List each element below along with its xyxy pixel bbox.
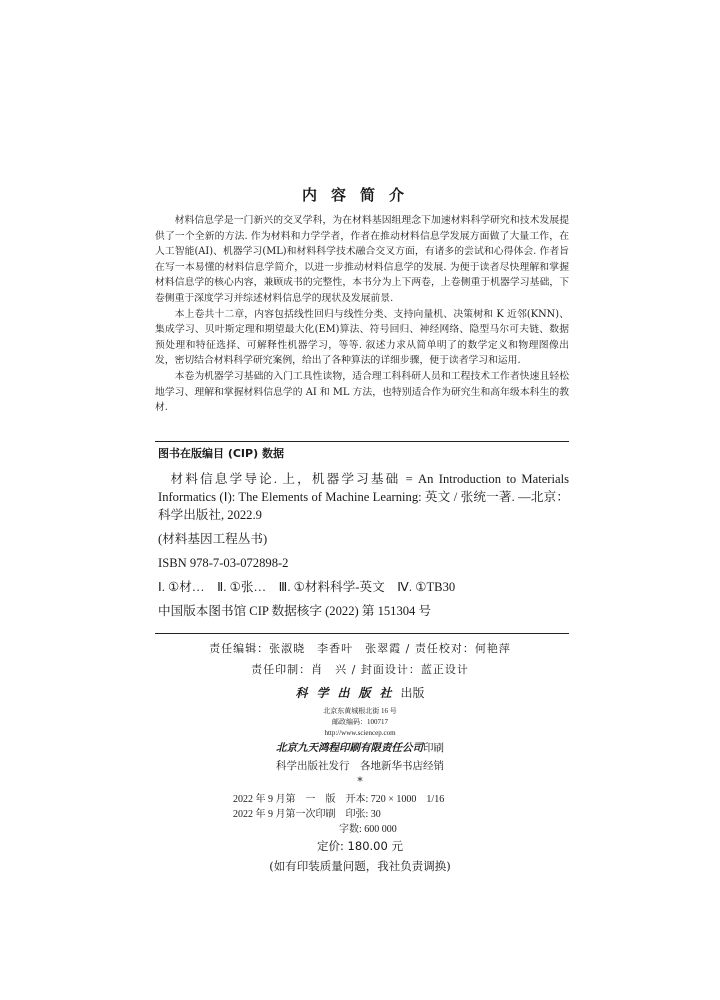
edition-line: 2022 年 9 月第 一 版 开本: 720 × 1000 1/16 bbox=[233, 794, 445, 805]
printer-line bbox=[0, 740, 720, 755]
summary-paragraph: 材料信息学是一门新兴的交叉学科，为在材料基因组理念下加速材料科学研究和技术发展提供了一个全新的方法. 作为材料和力学学者，作者在推动材料信息学发展方面做了大量工作，在人工智能(AI)、机器学习(ML)和材料科学技术融合交叉方面，有诸多的尝试和心得体会. 作者旨在写一本易懂的材料信息学简介，以进一步推动材料信息学的发展. 为便于读者尽快理解和掌握材料信息学的核心内容，兼顾成书的完整性，本书分为上下两卷，上卷侧重于机器学习基础，下卷侧重于深度学习并综述材料信息学的现状及发展前景. bbox=[155, 215, 569, 304]
cip-record bbox=[158, 470, 569, 626]
publisher-logo: 科学出版社 bbox=[295, 686, 401, 700]
publisher-line bbox=[0, 684, 720, 701]
publisher-website: http://www.sciencep.com bbox=[324, 729, 396, 737]
cip-top-rule bbox=[155, 441, 569, 442]
cip-classification: Ⅰ. ①材… Ⅱ. ①张… Ⅲ. ①材料科学-英文 Ⅳ. ①TB30 bbox=[158, 580, 456, 594]
publisher-address: 北京东黄城根北街 16 号 bbox=[323, 707, 397, 715]
distribution-line: 科学出版社发行 各地新华书店经销 bbox=[276, 760, 444, 772]
publisher-postcode: 邮政编码：100717 bbox=[332, 718, 388, 726]
cip-series: (材料基因工程丛书) bbox=[158, 532, 268, 546]
publisher-suffix: 出版 bbox=[400, 686, 425, 700]
cip-entry: 材料信息学导论. 上，机器学习基础 = An Introduction to Materials Informatics (Ⅰ): The Elements of Machine Learning: 英文 / 张统一著. —北京：科学出版社, 2022.9 bbox=[158, 472, 569, 522]
cip-isbn: ISBN 978-7-03-072898-2 bbox=[158, 556, 289, 570]
quality-notice: (如有印装质量问题，我社负责调换) bbox=[269, 859, 451, 873]
publication-specs bbox=[233, 792, 444, 837]
separator-star: * bbox=[357, 775, 363, 788]
cip-heading: 图书在版编目 (CIP) 数据 bbox=[158, 447, 284, 460]
summary-body bbox=[155, 213, 569, 416]
cip-core-data: 中国版本图书馆 CIP 数据核字 (2022) 第 151304 号 bbox=[158, 604, 432, 618]
summary-title: 内容简介 bbox=[301, 186, 418, 204]
cip-bottom-rule bbox=[155, 633, 569, 634]
summary-paragraph: 本卷为机器学习基础的入门工具性读物，适合理工科科研人员和工程技术工作者快速且轻松地学习、理解和掌握材料信息学的 AI 和 ML 方法，也特别适合作为研究生和高年级本科生的教材. bbox=[155, 370, 569, 414]
price: 定价: 180.00 元 bbox=[317, 839, 403, 853]
printer-suffix: 印刷 bbox=[423, 742, 444, 754]
editors-line: 责任编辑：张淑晓 李香叶 张翠霞 / 责任校对：何艳萍 bbox=[209, 642, 511, 655]
printing-run-line: 2022 年 9 月第一次印刷 印张: 30 bbox=[233, 809, 381, 820]
printer-logo: 北京九天鸿程印刷有限责任公司 bbox=[276, 742, 423, 754]
summary-paragraph: 本上卷共十二章，内容包括线性回归与线性分类、支持向量机、决策树和 K 近邻(KNN)、集成学习、贝叶斯定理和期望最大化(EM)算法、符号回归、神经网络、隐型马尔可夫链、数据预处理和特征选择、可解释性机器学习，等等. 叙述力求从简单明了的数学定义和物理图像出发，密切结合材料科学研究案例，给出了各种算法的详细步骤，便于读者学习和运用. bbox=[155, 308, 569, 367]
printing-line: 责任印制：肖 兴 / 封面设计：蓝正设计 bbox=[251, 663, 469, 676]
word-count-line: 字数: 600 000 bbox=[339, 824, 397, 835]
